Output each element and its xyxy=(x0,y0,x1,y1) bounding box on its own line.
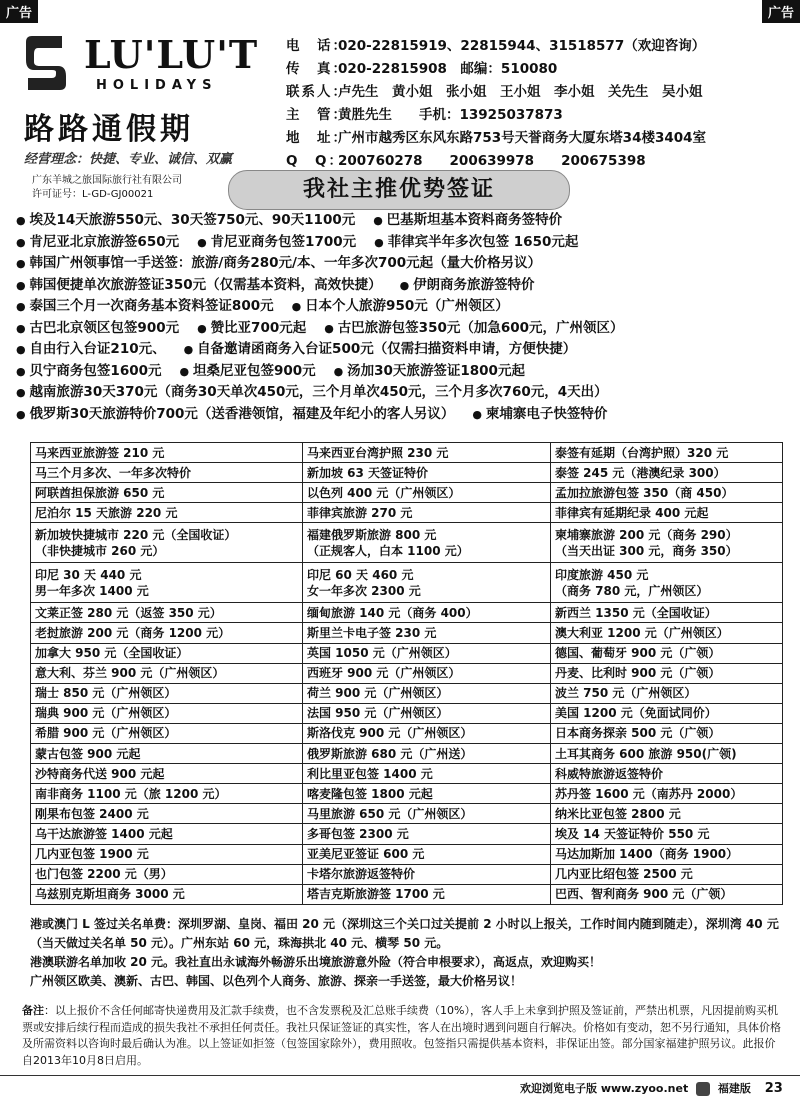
contact-value: 广州市越秀区东风东路753号天誉商务大厦东塔34楼3404室 xyxy=(338,130,707,146)
price-text: 以色列 400 元（广州领区） xyxy=(307,485,461,500)
price-cell xyxy=(303,643,551,663)
price-cell xyxy=(31,884,303,904)
featured-visa-list xyxy=(16,210,796,425)
contact-row xyxy=(286,103,796,126)
price-cell xyxy=(303,824,551,844)
price-text: 马来西亚台湾护照 230 元 xyxy=(307,445,449,460)
price-cell xyxy=(303,884,551,904)
featured-visa-item: ● 贝宁商务包签1600元 xyxy=(16,363,162,379)
contact-label: 传 真： xyxy=(286,61,348,77)
featured-visas-banner: 我社主推优势签证 xyxy=(228,170,570,210)
price-text: 沙特商务代送 900 元起 xyxy=(35,766,165,781)
price-text: 马来西亚旅游签 210 元 xyxy=(35,445,165,460)
featured-visa-item: ● 泰国三个月一次商务基本资料签证800元 xyxy=(16,298,274,314)
price-cell xyxy=(303,503,551,523)
featured-visa-item: ● 坦桑尼亚包签900元 xyxy=(180,363,316,379)
price-cell xyxy=(303,864,551,884)
price-text: 多哥包签 2300 元 xyxy=(307,826,409,841)
price-text: （正规客人，白本 1100 元） xyxy=(307,543,469,558)
price-text: 法国 950 元（广州领区） xyxy=(307,706,449,721)
contact-value: 200760278 200639978 200675398 xyxy=(338,153,646,169)
table-row xyxy=(31,744,783,764)
price-cell xyxy=(551,663,783,683)
price-text: 泰签 245 元（港澳纪录 300） xyxy=(555,465,726,480)
featured-visa-item: ● 赞比亚700元起 xyxy=(197,320,306,336)
table-row xyxy=(31,563,783,603)
price-text: 德国、葡萄牙 900 元（广领） xyxy=(555,646,721,661)
border-notes xyxy=(30,915,782,991)
footer-edition: 福建版 xyxy=(717,1082,751,1095)
price-text: 瑞士 850 元（广州领区） xyxy=(35,686,177,701)
price-cell xyxy=(551,884,783,904)
featured-visa-item: ● 古巴旅游包签350元（加急600元，广州领区） xyxy=(324,320,623,336)
price-cell xyxy=(31,744,303,764)
price-cell xyxy=(303,844,551,864)
lulutong-logo-icon xyxy=(18,32,74,94)
table-row xyxy=(31,643,783,663)
table-row xyxy=(31,864,783,884)
price-text: 西班牙 900 元（广州领区） xyxy=(307,666,461,681)
price-text: 苏丹签 1600 元（南苏丹 2000） xyxy=(555,786,743,801)
table-row xyxy=(31,663,783,683)
contact-row xyxy=(286,34,796,57)
price-cell xyxy=(303,683,551,703)
contact-info xyxy=(286,34,796,172)
contact-label: 联系人： xyxy=(286,84,348,100)
table-row xyxy=(31,623,783,643)
featured-visa-line xyxy=(16,210,796,232)
price-cell xyxy=(303,703,551,723)
price-text: 柬埔寨旅游 200 元（商务 290） xyxy=(555,527,738,542)
price-text: 美国 1200 元（免面试同价） xyxy=(555,706,717,721)
featured-visa-item: ● 埃及14天旅游550元、30天签750元、90天1100元 xyxy=(16,212,355,228)
price-text: 新加坡快捷城市 220 元（全国收证） xyxy=(35,527,237,542)
price-cell xyxy=(31,523,303,563)
price-cell xyxy=(31,603,303,623)
contact-row xyxy=(286,149,796,172)
price-text: 新加坡 63 天签证特价 xyxy=(307,465,429,480)
featured-visa-line xyxy=(16,275,796,297)
price-text: 乌兹别克斯坦商务 3000 元 xyxy=(35,887,185,902)
table-row xyxy=(31,804,783,824)
price-text: 菲律宾有延期纪录 400 元起 xyxy=(555,505,709,520)
remark-label: 备注 xyxy=(22,1004,44,1017)
price-text: 印度旅游 450 元 xyxy=(555,567,649,582)
price-cell xyxy=(31,784,303,804)
page-number: 23 xyxy=(764,1081,783,1096)
price-text: 马三个月多次、一年多次特价 xyxy=(35,465,192,480)
price-text: 男一年多次 1400 元 xyxy=(35,583,149,598)
price-text: 尼泊尔 15 天旅游 220 元 xyxy=(35,505,178,520)
price-cell xyxy=(31,723,303,743)
price-text: 英国 1050 元（广州领区） xyxy=(307,646,457,661)
price-cell xyxy=(551,723,783,743)
price-text: 加拿大 950 元（全国收证） xyxy=(35,646,189,661)
price-cell xyxy=(31,824,303,844)
featured-visa-item: ● 韩国便捷单次旅游签证350元（仅需基本资料，高效快捷） xyxy=(16,277,382,293)
table-row xyxy=(31,683,783,703)
agency-header xyxy=(0,22,800,200)
price-cell xyxy=(303,764,551,784)
footer-site-text: 欢迎浏览电子版 www.zyoo.net xyxy=(520,1082,689,1095)
price-cell xyxy=(303,744,551,764)
price-text: （非快捷城市 260 元） xyxy=(35,543,165,558)
price-cell xyxy=(303,463,551,483)
price-cell xyxy=(551,804,783,824)
table-row xyxy=(31,503,783,523)
page-footer xyxy=(520,1080,790,1096)
price-text: 马里旅游 650 元（广州领区） xyxy=(307,806,473,821)
price-text: 斯洛伐克 900 元（广州领区） xyxy=(307,726,473,741)
price-text: 马达加斯加 1400（商务 1900） xyxy=(555,847,739,862)
price-cell xyxy=(551,784,783,804)
contact-value: 020-22815908 邮编：510080 xyxy=(338,61,558,77)
price-cell xyxy=(31,483,303,503)
featured-visa-line xyxy=(16,318,796,340)
featured-visa-item: ● 柬埔寨电子快签特价 xyxy=(472,406,607,422)
featured-visa-item: ● 自备邀请函商务入台证500元（仅需扫描资料申请，方便快捷） xyxy=(184,341,577,357)
price-cell xyxy=(303,563,551,603)
price-cell xyxy=(31,804,303,824)
featured-visa-item: ● 俄罗斯30天旅游特价700元（送香港领馆，福建及年纪小的客人另议） xyxy=(16,406,454,422)
contact-value: 020-22815919、22815944、31518577（欢迎咨询） xyxy=(338,38,706,54)
price-cell xyxy=(551,603,783,623)
price-text: 土耳其商务 600 旅游 950(广领) xyxy=(555,746,737,761)
price-cell xyxy=(551,764,783,784)
price-cell xyxy=(303,663,551,683)
price-cell xyxy=(31,643,303,663)
price-text: 丹麦、比利时 900 元（广领） xyxy=(555,666,721,681)
table-row xyxy=(31,824,783,844)
contact-value: 卢先生 黄小姐 张小姐 王小姐 李小姐 关先生 吴小姐 xyxy=(338,84,703,100)
price-cell xyxy=(303,804,551,824)
featured-visa-line xyxy=(16,339,796,361)
price-text: 女一年多次 2300 元 xyxy=(307,583,421,598)
price-cell xyxy=(31,663,303,683)
price-text: （商务 780 元，广州领区） xyxy=(555,583,709,598)
price-text: 亚美尼亚签证 600 元 xyxy=(307,847,425,862)
table-row xyxy=(31,884,783,904)
price-cell xyxy=(551,703,783,723)
featured-visa-item: ● 菲律宾半年多次包签 1650元起 xyxy=(374,234,578,250)
price-text: 巴西、智利商务 900 元（广领） xyxy=(555,887,733,902)
price-text: 孟加拉旅游包签 350（商 450） xyxy=(555,485,734,500)
contact-label: 地 址： xyxy=(286,130,348,146)
featured-visa-item: ● 肯尼亚商务包签1700元 xyxy=(197,234,356,250)
price-cell xyxy=(551,503,783,523)
price-text: 荷兰 900 元（广州领区） xyxy=(307,686,449,701)
logo-holidays: HOLIDAYS xyxy=(96,78,218,93)
table-row xyxy=(31,703,783,723)
price-text: 印尼 30 天 440 元 xyxy=(35,567,142,582)
price-text: 科威特旅游返签特价 xyxy=(555,766,664,781)
price-cell xyxy=(31,563,303,603)
price-text: 乌干达旅游签 1400 元起 xyxy=(35,826,173,841)
price-text: 也门包签 2200 元（男） xyxy=(35,867,173,882)
price-text: 几内亚包签 1900 元 xyxy=(35,847,149,862)
price-text: 波兰 750 元（广州领区） xyxy=(555,686,697,701)
price-text: 缅甸旅游 140 元（商务 400） xyxy=(307,605,478,620)
table-row xyxy=(31,844,783,864)
price-text: 斯里兰卡电子签 230 元 xyxy=(307,626,437,641)
note-line: 广州领区欧美、澳新、古巴、韩国、以色列个人商务、旅游、探亲一手送签，最大价格另议！ xyxy=(30,974,523,988)
price-cell xyxy=(31,864,303,884)
license-number: 许可证号：L-GD-GJ00021 xyxy=(32,189,154,200)
price-text: 瑞典 900 元（广州领区） xyxy=(35,706,177,721)
featured-visa-line xyxy=(16,232,796,254)
price-cell xyxy=(303,603,551,623)
price-text: 菲律宾旅游 270 元 xyxy=(307,505,413,520)
price-text: 老挝旅游 200 元（商务 1200 元） xyxy=(35,626,231,641)
price-cell xyxy=(303,483,551,503)
visa-price-table xyxy=(30,442,783,905)
price-text: 日本商务探亲 500 元（广领） xyxy=(555,726,721,741)
contact-row xyxy=(286,57,796,80)
featured-visa-item: ● 韩国广州领事馆一手送签：旅游/商务280元/本、一年多次700元起（量大价格另议） xyxy=(16,255,541,271)
contact-row xyxy=(286,80,796,103)
price-text: 刚果布包签 2400 元 xyxy=(35,806,149,821)
price-cell xyxy=(303,523,551,563)
price-text: 蒙古包签 900 元起 xyxy=(35,746,141,761)
price-cell xyxy=(31,463,303,483)
price-cell xyxy=(31,623,303,643)
contact-row xyxy=(286,126,796,149)
price-text: 新西兰 1350 元（全国收证） xyxy=(555,605,717,620)
price-cell xyxy=(31,703,303,723)
featured-visa-item: ● 巴基斯坦基本资料商务签特价 xyxy=(373,212,562,228)
contact-label: 电 话： xyxy=(286,38,348,54)
featured-visa-line xyxy=(16,296,796,318)
price-cell xyxy=(551,463,783,483)
price-cell xyxy=(31,443,303,463)
price-cell xyxy=(551,824,783,844)
price-text: 喀麦隆包签 1800 元起 xyxy=(307,786,433,801)
price-text: 埃及 14 天签证特价 550 元 xyxy=(555,826,710,841)
price-cell xyxy=(551,864,783,884)
company-name: 广东羊城之旅国际旅行社有限公司 xyxy=(32,175,182,186)
table-row xyxy=(31,523,783,563)
featured-visa-line xyxy=(16,361,796,383)
table-row xyxy=(31,603,783,623)
price-cell xyxy=(551,443,783,463)
price-text: 几内亚比绍包签 2500 元 xyxy=(555,867,693,882)
table-row xyxy=(31,784,783,804)
price-cell xyxy=(31,503,303,523)
ad-label-right: 广告 xyxy=(762,0,800,23)
price-text: 意大利、芬兰 900 元（广州领区） xyxy=(35,666,225,681)
table-row xyxy=(31,764,783,784)
price-cell xyxy=(551,483,783,503)
price-text: 阿联酋担保旅游 650 元 xyxy=(35,485,165,500)
price-cell xyxy=(551,844,783,864)
price-text: 福建俄罗斯旅游 800 元 xyxy=(307,527,437,542)
price-text: 南非商务 1100 元（旅 1200 元） xyxy=(35,786,227,801)
remark-paragraph xyxy=(22,1003,782,1069)
featured-visa-item: ● 古巴北京领区包签900元 xyxy=(16,320,179,336)
featured-visa-item: ● 肯尼亚北京旅游签650元 xyxy=(16,234,179,250)
price-cell xyxy=(303,723,551,743)
price-cell xyxy=(31,844,303,864)
price-cell xyxy=(551,563,783,603)
featured-visa-item: ● 汤加30天旅游签证1800元起 xyxy=(334,363,525,379)
price-cell xyxy=(551,643,783,663)
price-text: 文莱正签 280 元（返签 350 元） xyxy=(35,605,222,620)
featured-visa-line xyxy=(16,382,796,404)
publisher-logo-icon xyxy=(696,1082,710,1096)
price-cell xyxy=(551,623,783,643)
featured-visa-item: ● 越南旅游30天370元（商务30天单次450元，三个月单次450元，三个月多次760元，4天出） xyxy=(16,384,608,400)
table-row xyxy=(31,723,783,743)
price-text: 俄罗斯旅游 680 元（广州送） xyxy=(307,746,473,761)
footer-divider xyxy=(0,1075,800,1076)
featured-visa-item: ● 伊朗商务旅游签特价 xyxy=(400,277,535,293)
price-text: 澳大利亚 1200 元（广州领区） xyxy=(555,626,729,641)
price-text: 泰签有延期（台湾护照）320 元 xyxy=(555,445,729,460)
ad-label-left: 广告 xyxy=(0,0,38,23)
price-cell xyxy=(31,764,303,784)
table-row xyxy=(31,443,783,463)
note-line: 港澳联游名单加收 20 元。我社直出永诚海外畅游乐出境旅游意外险（符合申根要求），高返点，欢迎购买！ xyxy=(30,955,602,969)
featured-visa-item: ● 自由行入台证210元、 xyxy=(16,341,166,357)
price-cell xyxy=(551,744,783,764)
featured-visa-line xyxy=(16,404,796,426)
remark-text: ：以上报价不含任何邮寄快递费用及汇款手续费，也不含发票税及汇总账手续费（10%），客人手上未拿到护照及签证前，严禁出机票，凡因提前购买机票或安排后续行程而造成的损失我社不承担任何责任。我社只保证签证的真实性，客人在出境时遇到问题自行解决。价格如有变动，恕不另行通知，具体价格及所需资料以咨询时最后确认为准。以上签证如拒签（包签国家除外），费用照收。包签指只需提供基本资料，非保证出签。部分国家福建护照另议。此报价自2013年10月8日启用。 xyxy=(22,1004,781,1067)
price-cell xyxy=(551,523,783,563)
price-cell xyxy=(303,443,551,463)
price-cell xyxy=(31,683,303,703)
price-text: 卡塔尔旅游返签特价 xyxy=(307,867,416,882)
price-cell xyxy=(303,784,551,804)
table-row xyxy=(31,463,783,483)
price-text: 希腊 900 元（广州领区） xyxy=(35,726,177,741)
price-text: 利比里亚包签 1400 元 xyxy=(307,766,433,781)
logo-english-name: LU'LU'T xyxy=(84,32,259,77)
logo-chinese-name: 路路通假期 xyxy=(24,112,194,147)
contact-label: 主 管： xyxy=(286,107,348,123)
price-text: 纳米比亚包签 2800 元 xyxy=(555,806,681,821)
price-text: 塔吉克斯旅游签 1700 元 xyxy=(307,887,445,902)
featured-visa-line xyxy=(16,253,796,275)
price-cell xyxy=(303,623,551,643)
contact-value: 黄胜先生 手机：13925037873 xyxy=(338,107,563,123)
price-cell xyxy=(551,683,783,703)
business-philosophy: 经营理念：快捷、专业、诚信、双赢 xyxy=(24,152,233,167)
price-text: 印尼 60 天 460 元 xyxy=(307,567,414,582)
price-text: （当天出证 300 元，商务 350） xyxy=(555,543,738,558)
featured-visa-item: ● 日本个人旅游950元（广州领区） xyxy=(292,298,509,314)
contact-label: Q Q： xyxy=(286,153,344,169)
table-row xyxy=(31,483,783,503)
note-line: 港或澳门 L 签过关名单费：深圳罗湖、皇岗、福田 20 元（深圳这三个关口过关提前 2 小时以上报关，工作时间内随到随走），深圳湾 40 元（当天做过关名单 50 元）。广州东站 60 元，珠海拱北 40 元、横琴 50 元。 xyxy=(30,917,779,950)
